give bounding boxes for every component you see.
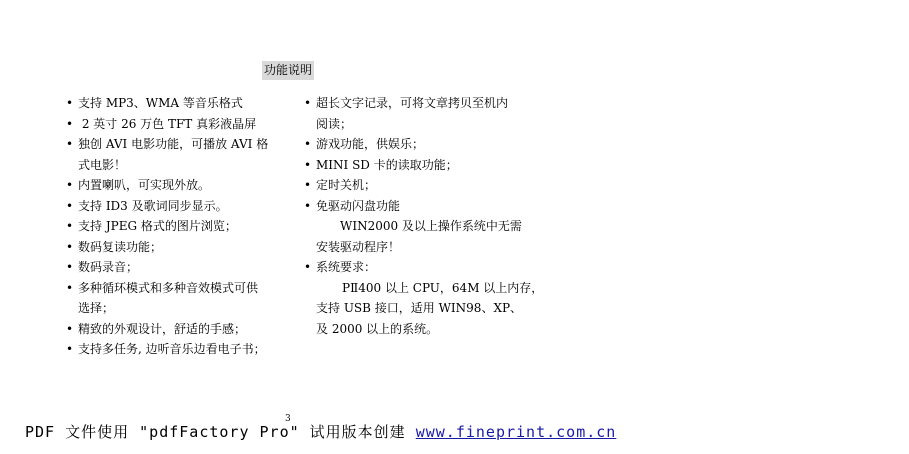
bullet-icon: • (66, 342, 74, 356)
list-item-continuation: 及 2000 以上的系统。 (316, 321, 439, 336)
list-item-continuation: WIN2000 及以上操作系统中无需 (340, 219, 522, 233)
list-item: • 超长文字记录，可将文章拷贝至机内 (304, 93, 554, 114)
bullet-icon: • (66, 96, 74, 110)
bullet-icon: • (66, 239, 74, 254)
page-number: 3 (285, 414, 291, 424)
list-item-continuation: 阅读； (316, 116, 353, 131)
bullet-icon: • (304, 96, 312, 110)
list-item: • 游戏功能，供娱乐； (304, 134, 554, 155)
list-item: • 系统要求： (304, 257, 554, 278)
list-item: • 独创 AVI 电影功能，可播放 AVI 格 (66, 134, 286, 155)
bullet-icon: • (304, 178, 312, 192)
bullet-icon: • (66, 219, 74, 233)
bullet-icon: • (66, 321, 74, 336)
list-item-continuation: PⅡ400 以上 CPU，64M 以上内存， (342, 280, 544, 295)
bullet-icon: • (304, 260, 312, 274)
list-item: • 定时关机； (304, 175, 554, 196)
bullet-icon: • (304, 198, 312, 213)
list-item: • 多种循环模式和多种音效模式可供 (66, 278, 286, 299)
list-item: • 支持 MP3、WMA 等音乐格式 (66, 93, 286, 114)
list-item: • MINI SD 卡的读取功能； (304, 155, 554, 176)
bullet-icon: • (304, 137, 312, 151)
pdf-footer (25, 421, 616, 442)
list-item: • 2 英寸 26 万色 TFT 真彩液晶屏 (66, 114, 286, 135)
list-item: • 免驱动闪盘功能 (304, 196, 554, 217)
section-title: 功能说明 (262, 61, 314, 80)
footer-link[interactable]: www.fineprint.com.cn (415, 423, 617, 441)
list-item-continuation: 式电影！ (78, 157, 127, 172)
footer-text: PDF 文件使用 "pdfFactory Pro" 试用版本创建 (25, 423, 416, 441)
bullet-icon: • (66, 280, 74, 295)
bullet-icon: • (66, 178, 74, 192)
bullet-icon: • (66, 260, 74, 274)
bullet-icon: • (66, 137, 74, 151)
list-item: • 精致的外观设计，舒适的手感； (66, 319, 286, 340)
list-item: • 支持多任务, 边听音乐边看电子书； (66, 339, 286, 360)
list-item: • 数码录音； (66, 257, 286, 278)
list-item-continuation: 支持 USB 接口，适用 WIN98、XP、 (316, 301, 523, 315)
list-item: • 内置喇叭，可实现外放。 (66, 175, 286, 196)
features-right-column (304, 93, 554, 339)
bullet-icon: • (66, 116, 74, 131)
bullet-icon: • (66, 198, 74, 213)
list-item: • 支持 JPEG 格式的图片浏览； (66, 216, 286, 237)
features-left-column (66, 93, 286, 360)
list-item: • 支持 ID3 及歌词同步显示。 (66, 196, 286, 217)
list-item-continuation: 选择； (78, 301, 115, 315)
bullet-icon: • (304, 157, 312, 172)
list-item: • 数码复读功能； (66, 237, 286, 258)
list-item-continuation: 安装驱动程序！ (316, 239, 401, 254)
